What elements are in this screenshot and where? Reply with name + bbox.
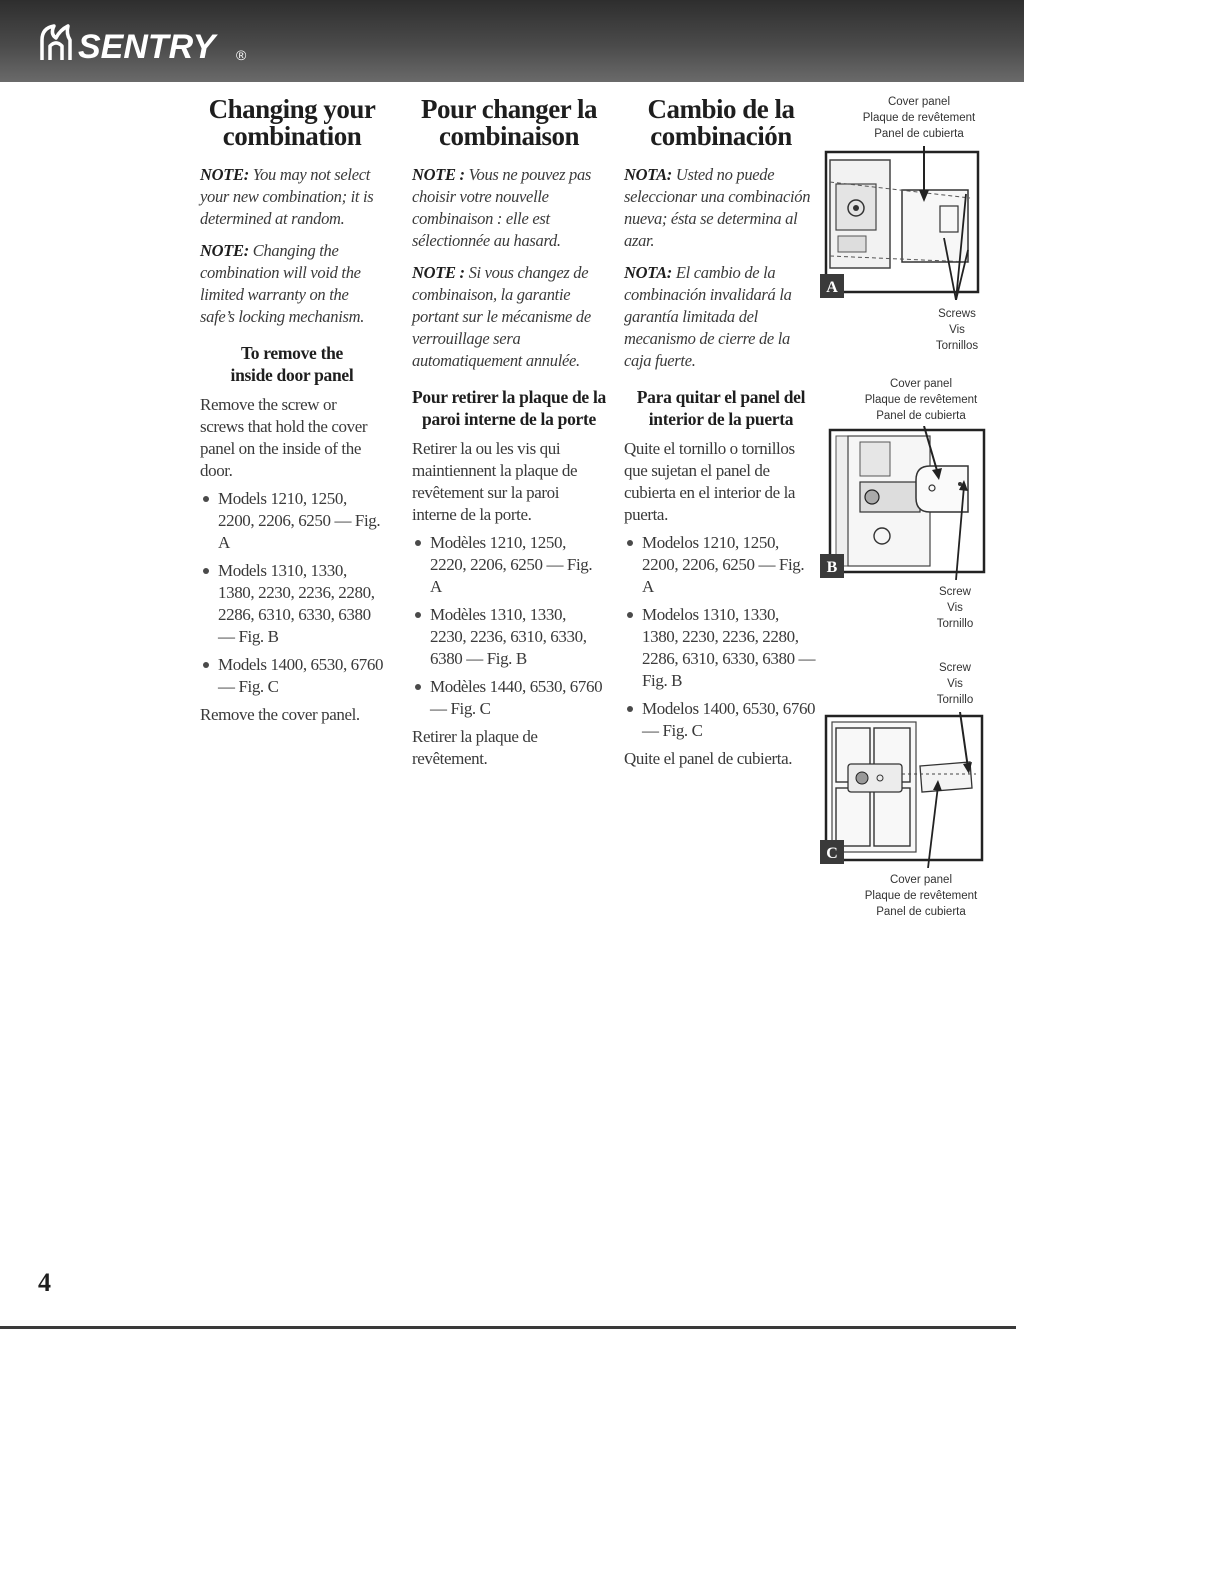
note-label: NOTA: xyxy=(624,263,673,282)
caption-line: Screw xyxy=(939,662,971,674)
spanish-subheading: Para quitar el panel del interior de la puerta xyxy=(636,387,806,429)
figure-b-illustration xyxy=(820,426,990,580)
french-intro: Retirer la ou les vis qui maintiennent la plaque de revêtement sur la paroi interne de la porte. xyxy=(412,439,578,524)
figure-c-letter: C xyxy=(826,845,838,862)
english-closing: Remove the cover panel. xyxy=(200,705,360,724)
figure-a-bottom-caption xyxy=(872,306,1042,354)
english-column xyxy=(200,96,384,732)
french-note-2 xyxy=(412,262,606,372)
spanish-note-1 xyxy=(624,164,818,252)
french-title-line1: Pour changer la xyxy=(420,94,597,124)
note-text: Si vous changez de combinaison, la garantie portant sur le mécanisme de verrouillage sera automatiquement annulée. xyxy=(412,263,591,370)
spanish-title xyxy=(624,96,818,150)
french-closing: Retirer la plaque de revêtement. xyxy=(412,727,538,768)
figure-b-letter: B xyxy=(826,559,838,576)
sentry-logo xyxy=(36,16,276,68)
french-subheading: Pour retirer la plaque de la paroi interne de la porte xyxy=(412,387,606,429)
english-note-2 xyxy=(200,240,384,328)
caption-line: Tornillos xyxy=(935,340,979,352)
caption-line: Cover panel xyxy=(889,378,952,390)
english-note-1 xyxy=(200,164,384,230)
english-intro: Remove the screw or screws that hold the cover panel on the inside of the door. xyxy=(200,395,368,480)
english-title-line1: Changing your xyxy=(208,94,376,124)
figure-c-bottom-caption xyxy=(836,872,1006,920)
figure-b-bottom-caption xyxy=(870,584,1040,632)
spanish-models-list xyxy=(624,532,818,742)
note-label: NOTE : xyxy=(412,165,465,184)
page-divider xyxy=(0,1326,1016,1329)
spanish-note-2 xyxy=(624,262,818,372)
caption-line: Plaque de revêtement xyxy=(864,394,978,406)
caption-line: Vis xyxy=(949,324,965,336)
french-title xyxy=(412,96,606,150)
list-item: Modelos 1210, 1250, 2200, 2206, 6250 — Fig. A xyxy=(624,532,818,598)
caption-line: Tornillo xyxy=(936,618,974,630)
caption-line: Screws xyxy=(938,308,976,320)
list-item: Models 1210, 1250, 2200, 2206, 6250 — Fig. A xyxy=(200,488,384,554)
caption-line: Plaque de revêtement xyxy=(864,890,978,902)
caption-line: Panel de cubierta xyxy=(874,128,964,140)
english-subheading-line1: To remove the xyxy=(240,343,344,363)
spanish-intro: Quite el tornillo o tornillos que sujetan el panel de cubierta en el interior de la puerta. xyxy=(624,439,796,524)
spanish-title-line2: combinación xyxy=(650,121,792,151)
list-item: Modelos 1310, 1330, 1380, 2230, 2236, 2280, 2286, 6310, 6330, 6380 — Fig. B xyxy=(624,604,818,692)
caption-line: Cover panel xyxy=(889,874,952,886)
english-models-list xyxy=(200,488,384,698)
caption-line: Vis xyxy=(947,678,963,690)
french-title-line2: combinaison xyxy=(438,121,580,151)
english-subheading xyxy=(200,342,384,386)
figure-a-letter: A xyxy=(826,279,838,296)
french-note-1 xyxy=(412,164,606,252)
english-title-line2: combination xyxy=(222,121,362,151)
page-number: 4 xyxy=(38,1268,51,1297)
english-subheading-line2: inside door panel xyxy=(230,365,354,385)
figure-c-illustration xyxy=(820,712,990,868)
caption-line: Panel de cubierta xyxy=(876,906,966,918)
registered-mark: ® xyxy=(236,47,247,63)
caption-line: Screw xyxy=(939,586,971,598)
figure-c-top-caption xyxy=(870,660,1040,708)
list-item: Modèles 1440, 6530, 6760 — Fig. C xyxy=(412,676,606,720)
list-item: Models 1400, 6530, 6760 — Fig. C xyxy=(200,654,384,698)
note-label: NOTE: xyxy=(200,165,249,184)
note-label: NOTE : xyxy=(412,263,465,282)
note-text: Usted no puede seleccionar una combinación nueva; ésta se determina al azar. xyxy=(624,165,811,250)
note-text: Changing the combination will void the limited warranty on the safe’s locking mechanism. xyxy=(200,241,365,326)
list-item: Modelos 1400, 6530, 6760 — Fig. C xyxy=(624,698,818,742)
header-bar xyxy=(0,0,1024,82)
caption-line: Vis xyxy=(947,602,963,614)
list-item: Modèles 1310, 1330, 2230, 2236, 6310, 6330, 6380 — Fig. B xyxy=(412,604,606,670)
spanish-column xyxy=(624,96,818,776)
caption-line: Plaque de revêtement xyxy=(862,112,976,124)
caption-line: Panel de cubierta xyxy=(876,410,966,422)
french-column xyxy=(412,96,606,776)
french-models-list xyxy=(412,532,606,720)
note-label: NOTE: xyxy=(200,241,249,260)
caption-line: Cover panel xyxy=(887,96,950,108)
list-item: Models 1310, 1330, 1380, 2230, 2236, 2280, 2286, 6310, 6330, 6380 — Fig. B xyxy=(200,560,384,648)
english-title xyxy=(200,96,384,150)
note-text: Vous ne pouvez pas choisir votre nouvelle combinaison : elle est sélectionnée au hasard. xyxy=(412,165,592,250)
note-text: El cambio de la combinación invalidará la garantía limitada del mecanismo de cierre de la caja fuerte. xyxy=(624,263,792,370)
figure-a-illustration xyxy=(820,146,980,300)
note-text: You may not select your new combination; it is determined at random. xyxy=(200,165,374,228)
brand-text: SENTRY xyxy=(78,28,216,66)
figure-a-top-caption xyxy=(834,94,1004,142)
caption-line: Tornillo xyxy=(936,694,974,706)
spanish-title-line1: Cambio de la xyxy=(647,94,795,124)
figure-b-top-caption xyxy=(836,376,1006,424)
note-label: NOTA: xyxy=(624,165,673,184)
list-item: Modèles 1210, 1250, 2220, 2206, 6250 — Fig. A xyxy=(412,532,606,598)
spanish-closing: Quite el panel de cubierta. xyxy=(624,749,793,768)
